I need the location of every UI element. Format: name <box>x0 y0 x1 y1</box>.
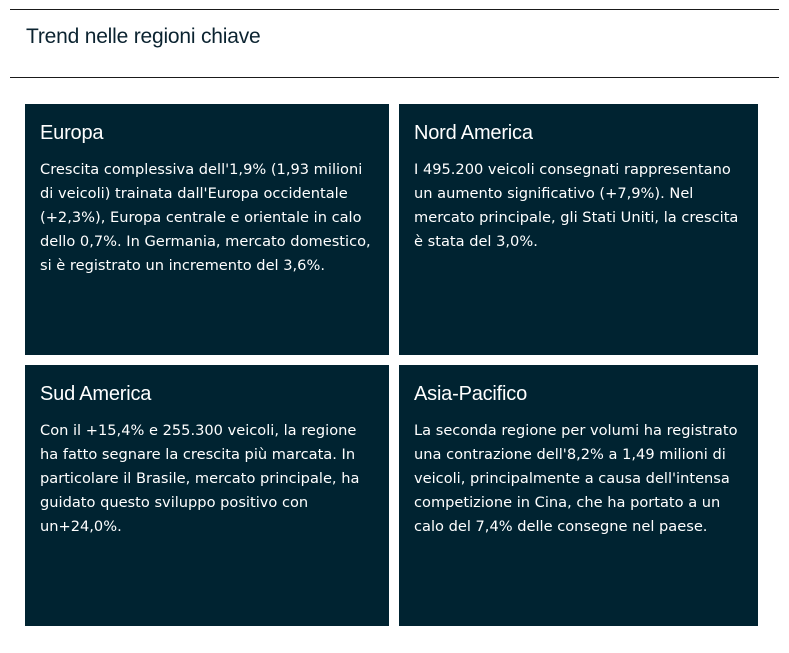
section-title: Trend nelle regioni chiave <box>26 25 261 48</box>
region-title: Nord America <box>414 122 533 144</box>
region-title: Sud America <box>40 383 152 405</box>
region-card-sud-america <box>25 365 389 626</box>
region-title: Europa <box>40 122 104 144</box>
region-description: La seconda regione per volumi ha registrato una contrazione dell'8,2% a 1,49 milioni di veicoli, principalmente a causa dell'intensa competizione in Cina, che ha portato a un calo del 7,4% delle consegne nel paese. <box>414 422 738 535</box>
header-divider <box>10 77 779 78</box>
region-card-nord-america <box>399 104 758 355</box>
region-description: Crescita complessiva dell'1,9% (1,93 milioni di veicoli) trainata dall'Europa occidentale (+2,3%), Europa centrale e orientale in calo dello 0,7%. In Germania, mercato domestico, si è registrato un incremento del 3,6%. <box>40 161 371 274</box>
top-divider <box>10 9 779 10</box>
region-title: Asia-Pacifico <box>414 383 527 405</box>
region-card-europa <box>25 104 389 355</box>
region-description: Con il +15,4% e 255.300 veicoli, la regione ha fatto segnare la crescita più marcata. In particolare il Brasile, mercato principale, ha guidato questo sviluppo positivo con un+24,0%. <box>40 422 360 535</box>
region-card-asia-pacifico <box>399 365 758 626</box>
region-description: I 495.200 veicoli consegnati rappresentano un aumento significativo (+7,9%). Nel mercato principale, gli Stati Uniti, la crescita è stata del 3,0%. <box>414 161 739 250</box>
regions-grid <box>25 104 758 626</box>
